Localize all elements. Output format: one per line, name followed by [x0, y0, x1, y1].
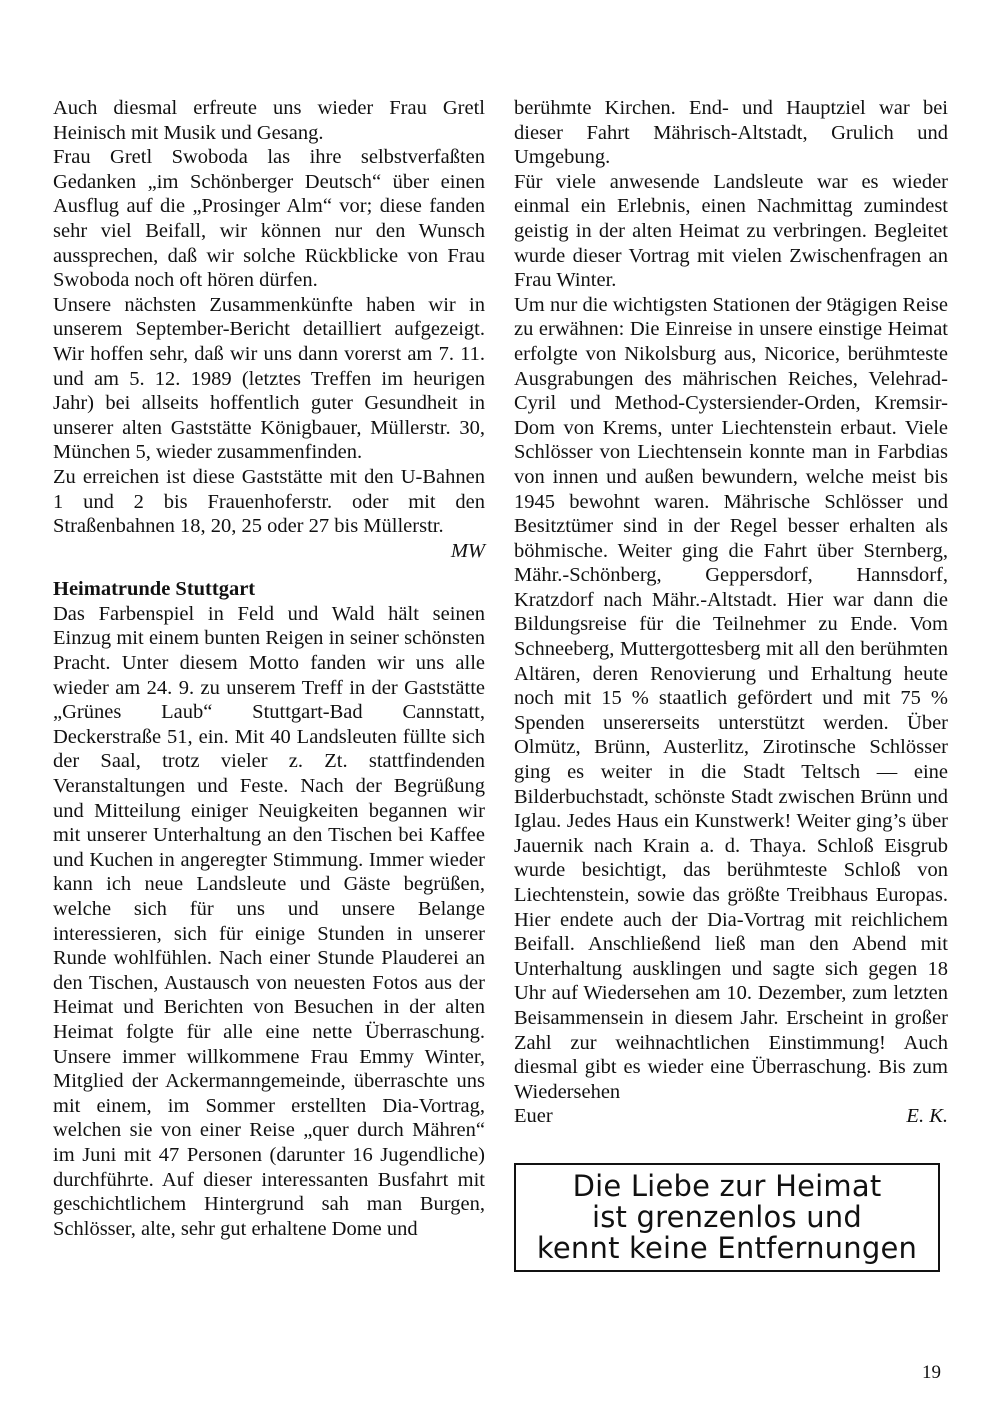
paragraph: Für viele anwesende Landsleute war es wieder einmal ein Erlebnis, einen Nachmittag zumindest geistig in der alten Heimat zu verbringen. Begleitet wurde dieser Vortrag mit vielen Zwischenfragen an Frau Winter. [514, 170, 948, 292]
paragraph-with-signature [53, 465, 485, 539]
slogan-box [514, 1163, 940, 1272]
paragraph: berühmte Kirchen. End- und Hauptziel war bei dieser Fahrt Mährisch-Altstadt, Grulich und Umgebung. [514, 97, 948, 169]
page-number: 19 [922, 1362, 941, 1383]
author-signature: MW [450, 539, 485, 562]
closing-text: Euer [514, 1105, 553, 1128]
slogan-line: Die Liebe zur Heimat [572, 1169, 882, 1203]
slogan-text [537, 1171, 917, 1264]
left-column [53, 96, 485, 1241]
paragraph: Auch diesmal erfreute uns wieder Frau Gretl Heinisch mit Musik und Gesang. [53, 97, 485, 144]
paragraph-text: Zu erreichen ist diese Gaststätte mit den U-Bahnen 1 und 2 bis Frauenhoferstr. oder mit den Straßenbahnen 18, 20, 25 oder 27 bis Müllerstr. [53, 465, 485, 538]
author-signature: E. K. [906, 1105, 948, 1128]
slogan-line: ist grenzenlos und [591, 1200, 862, 1234]
paragraph: Um nur die wichtigsten Stationen der 9tägigen Reise zu erwähnen: Die Einreise in unsere einstige Heimat erfolgte von Nikolsburg aus, Nicorice, berühmteste Ausgrabungen des mährischen Reiches, Velehrad-Cyril und Method-Cystersiender-Orden, Kremsir-Dom von Krems, unter Liechtenstein erbaut. Viele Schlösser von Liechtensein konnte man in Farbdias von innen und außen bewundern, welche meist bis 1945 bewohnt waren. Mährische Schlösser und Besitztümer sind in der Regel besser erhalten als böhmische. Weiter ging die Fahrt über Sternberg, Mähr.-Schönberg, Geppersdorf, Hannsdorf, Kratzdorf nach Mähr.-Altstadt. Hier war dann die Bildungsreise für die Teilnehmer zu Ende. Vom Schneeberg, Muttergottesberg mit all den berühmten Altären, deren Renovierung und Erhaltung heute noch mit 15 % staatlich gefördert und mit 75 % Spenden unsererseits unterstützt werden. Über Olmütz, Brünn, Austerlitz, Zirotinsche Schlösser ging es weiter in die Stadt Teltsch — eine Bilderbuchstadt, schönste Stadt zwischen Brünn und Iglau. Jedes Haus ein Kunstwerk! Weiter ging’s über Jauernik nach Krain a. d. Thaya. Schloß Eisgrub wurde besichtigt, das berühmteste Schloß von Liechtenstein, sowie das größte Treibhaus Europas. Hier endete auch der Dia-Vortrag mit reichlichem Beifall. Anschließend ließ man den Abend mit Unterhaltung ausklingen und sagte sich gegen 18 Uhr auf Wiedersehen am 10. Dezember, zum letzten Beisammensein in diesem Jahr. Erscheint in großer Zahl zur weihnachtlichen Einstimmung! Auch diesmal gibt es wieder eine Überraschung. Bis zum Wiedersehen [514, 293, 948, 1103]
slogan-line: kennt keine Entfernungen [536, 1231, 918, 1265]
section-heading: Heimatrunde Stuttgart [53, 578, 256, 601]
right-column [514, 96, 948, 1129]
closing-line [514, 1104, 948, 1129]
paragraph: Das Farbenspiel in Feld und Wald hält seinen Einzug mit einem bunten Reigen in seiner schönsten Pracht. Unter diesem Motto fanden wir uns alle wieder am 24. 9. zu unserem Treff in der Gaststätte „Grünes Laub“ Stuttgart-Bad Cannstatt, Deckerstraße 51, ein. Mit 40 Landsleuten füllte sich der Saal, trotz vieler z. Zt. stattfindenden Veranstaltungen und Feste. Nach der Begrüßung und Mitteilung einiger Neuigkeiten begannen wir mit unserer Unterhaltung an den Tischen bei Kaffee und Kuchen in angeregter Stimmung. Immer wieder kann ich neue Landsleute und Gäste begrüßen, welche sich für uns und unsere Belange interessieren, sich für einige Stunden in unserer Runde wohlfühlen. Nach einer Stunde Plauderei an den Tischen, Austausch von neuesten Fotos aus der Heimat und Berichten von Besuchen in der alten Heimat folgte für alle eine nette Überraschung. Unsere immer willkommene Frau Emmy Winter, Mitglied der Ackermanngemeinde, überraschte uns mit einem, im Sommer erstellten Dia-Vortrag, welchen sie von einer Reise „quer durch Mähren“ im Juni mit 47 Personen (darunter 16 Jugendliche) durchführte. Auf dieser interessanten Busfahrt mit geschichtlichem Hintergrund sah man Burgen, Schlösser, alte, sehr gut erhaltene Dome und [53, 602, 485, 1240]
paragraph: Unsere nächsten Zusammenkünfte haben wir in unserem September-Bericht detailliert aufgezeigt. Wir hoffen sehr, daß wir uns dann vorerst am 7. 11. und am 5. 12. 1989 (letztes Treffen im heurigen Jahr) bei allseits hoffentlich guter Gesundheit in unserer alten Gaststätte Königbauer, Müllerstr. 30, München 5, wieder zusammenfinden. [53, 293, 485, 464]
paragraph: Frau Gretl Swoboda las ihre selbstverfaßten Gedanken „im Schönberger Deutsch“ über einen Ausflug auf die „Prosinger Alm“ vor; diese fanden sehr viel Beifall, wir können nur den Wunsch aussprechen, daß wir solche Rückblicke von Frau Swoboda noch oft hören dürfen. [53, 146, 485, 292]
signature-line [53, 539, 485, 564]
